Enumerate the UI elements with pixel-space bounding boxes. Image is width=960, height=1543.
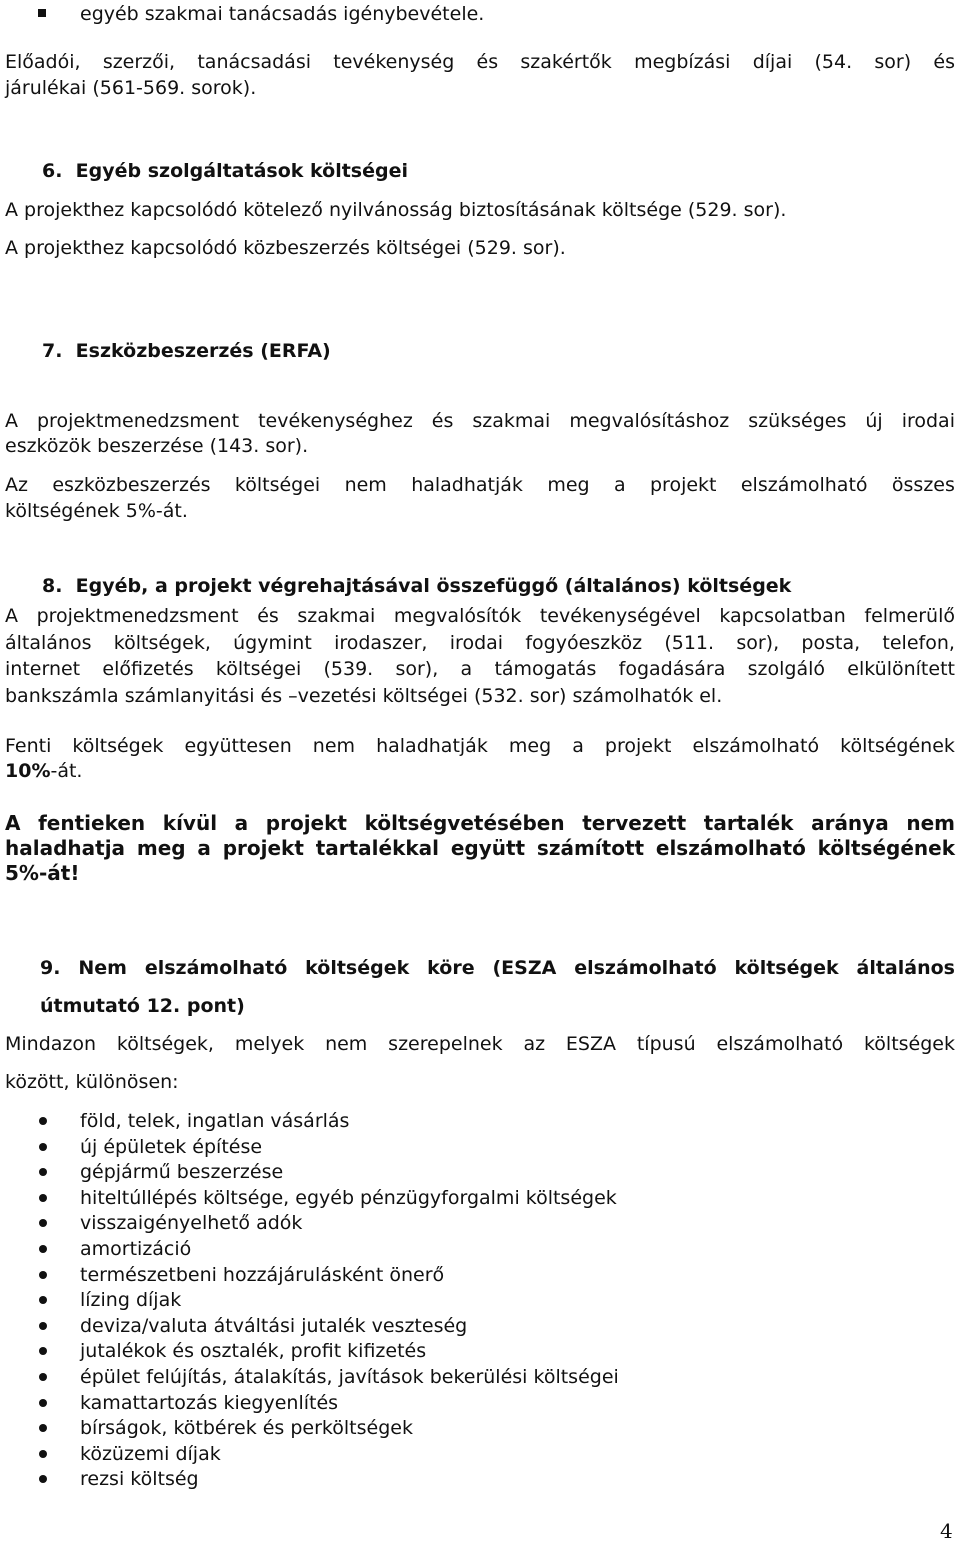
list-item: visszaigényelhető adók: [80, 1212, 303, 1234]
word: megvalósításhoz: [569, 410, 730, 432]
section-9-heading-line-2: útmutató 12. pont): [40, 995, 245, 1017]
word: fogadására: [618, 658, 726, 680]
word: melyek: [234, 1033, 305, 1055]
word: elszámolható: [716, 1033, 844, 1055]
section-8-p1-line-4: bankszámla számlanyitási és –vezetési költségei (532. sor) számolhatók el.: [5, 685, 723, 707]
word: szolgáló: [747, 658, 826, 680]
bullet-icon: [39, 1373, 47, 1381]
bullet-icon: [39, 1347, 47, 1355]
list-item: hiteltúllépés költsége, egyéb pénzügyforgalmi költségek: [80, 1187, 617, 1209]
list-item: kamattartozás kiegyenlítés: [80, 1392, 339, 1414]
list-item: közüzemi díjak: [80, 1443, 221, 1465]
word: köre: [427, 957, 475, 979]
word: sor),: [395, 658, 439, 680]
ten-percent-suffix: -át.: [50, 760, 83, 782]
word: aránya: [811, 811, 889, 835]
word: költségvetésében: [364, 811, 565, 835]
list-item: bírságok, kötbérek és perköltségek: [80, 1417, 413, 1439]
word: szakértők: [520, 51, 612, 73]
word: a: [197, 836, 211, 860]
section-8-p3-line-2: [5, 836, 955, 860]
bullet-icon: [39, 1322, 47, 1330]
list-item: természetbeni hozzájárulásként önerő: [80, 1264, 445, 1286]
list-item: gépjármű beszerzése: [80, 1161, 284, 1183]
word: projekt: [649, 474, 717, 496]
word: tartalékkal: [315, 836, 440, 860]
word: felmerülő: [864, 605, 955, 627]
eloadoi-paragraph-line-1: [5, 50, 955, 74]
section-8-p3-line-1: [5, 811, 955, 835]
eloadoi-paragraph-line-2: járulékai (561-569. sorok).: [5, 77, 257, 99]
word: ESZA: [565, 1033, 616, 1055]
word: tanácsadási: [197, 51, 312, 73]
list-item: föld, telek, ingatlan vásárlás: [80, 1110, 350, 1132]
word: elszámolható: [574, 957, 717, 979]
word: tevékenységhez: [258, 410, 413, 432]
word: költségei: [215, 658, 302, 680]
word: Előadói,: [5, 51, 81, 73]
word: irodai: [901, 410, 955, 432]
bullet-icon: [39, 1117, 47, 1125]
bullet-icon: [39, 1143, 47, 1151]
section-8-p1-line-2: [5, 631, 955, 655]
section-7-p1-line-1: [5, 409, 955, 433]
word: (ESZA: [492, 957, 557, 979]
word: meg: [508, 735, 552, 757]
section-7-p2-line-2: költségének 5%-át.: [5, 500, 188, 522]
word: tartalék: [703, 811, 794, 835]
word: és: [933, 51, 955, 73]
word: költségek: [72, 735, 164, 757]
word: költségek: [734, 957, 839, 979]
word: nem: [312, 735, 356, 757]
word: együttesen: [184, 735, 292, 757]
list-item: épület felújítás, átalakítás, javítások bekerülési költségei: [80, 1366, 619, 1388]
word: A: [5, 410, 18, 432]
ten-percent-emphasis: 10%: [5, 760, 51, 782]
word: fogyóeszköz: [525, 632, 643, 654]
word: haladhatják: [376, 735, 488, 757]
word: és: [476, 51, 499, 73]
word: posta,: [801, 632, 861, 654]
page-number: 4: [940, 1519, 953, 1543]
word: nem: [344, 474, 387, 496]
bullet-icon: [39, 1194, 47, 1202]
word: projekt: [265, 811, 347, 835]
section-9-p1-line-1: [5, 1032, 955, 1056]
word: költségének: [817, 836, 955, 860]
word: és: [431, 410, 454, 432]
bullet-icon: [39, 1245, 47, 1253]
word: megvalósítók: [393, 605, 522, 627]
section-8-p1-line-3: [5, 657, 955, 681]
bullet-icon: [39, 1168, 47, 1176]
section-8-p2-line-1: [5, 734, 955, 758]
section-7-p1-line-2: eszközök beszerzése (143. sor).: [5, 435, 309, 457]
section-9-heading-line-1: [40, 956, 955, 980]
word: szerepelnek: [388, 1033, 503, 1055]
word: A: [5, 811, 21, 835]
word: Fenti: [5, 735, 52, 757]
word: elszámolható: [655, 836, 806, 860]
word: sor),: [736, 632, 780, 654]
list-item: deviza/valuta átváltási jutalék veszteség: [80, 1315, 468, 1337]
section-6-line-2: A projekthez kapcsolódó közbeszerzés költségei (529. sor).: [5, 237, 566, 259]
word: meg: [547, 474, 590, 496]
word: költségek,: [116, 1033, 214, 1055]
word: internet: [5, 658, 81, 680]
word: projekt: [604, 735, 672, 757]
word: megbízási: [634, 51, 731, 73]
word: szakmai: [297, 605, 376, 627]
list-item: lízing díjak: [80, 1289, 182, 1311]
word: új: [865, 410, 883, 432]
word: kapcsolatban: [719, 605, 846, 627]
list-item: új épületek építése: [80, 1136, 263, 1158]
word: az: [523, 1033, 546, 1055]
section-9-p1-line-2: között, különösen:: [5, 1071, 179, 1093]
bullet-icon: [39, 1424, 47, 1432]
list-item: rezsi költség: [80, 1468, 199, 1490]
word: általános: [856, 957, 955, 979]
word: tevékenység: [333, 51, 455, 73]
section-8-p1-line-1: [5, 604, 955, 628]
word: és: [257, 605, 279, 627]
word: haladhatják: [411, 474, 523, 496]
word: költségének: [840, 735, 955, 757]
word: a: [572, 735, 584, 757]
word: úgymint: [233, 632, 312, 654]
word: (539.: [323, 658, 374, 680]
word: előfizetés: [102, 658, 194, 680]
word: nem: [325, 1033, 368, 1055]
section-6-heading: 6. Egyéb szolgáltatások költségei: [42, 160, 408, 182]
word: fentieken: [38, 811, 146, 835]
word: szerzői,: [102, 51, 176, 73]
word: irodai: [449, 632, 504, 654]
word: szükséges: [748, 410, 847, 432]
word: irodaszer,: [334, 632, 428, 654]
word: projekt: [222, 836, 304, 860]
square-bullet-icon: [38, 9, 46, 17]
word: Az: [5, 474, 28, 496]
word: tervezett: [582, 811, 687, 835]
bullet-icon: [39, 1219, 47, 1227]
list-item: jutalékok és osztalék, profit kifizetés: [80, 1340, 427, 1362]
word: projektmenedzsment: [36, 605, 239, 627]
section-8-heading: 8. Egyéb, a projekt végrehajtásával összefüggő (általános) költségek: [42, 575, 792, 597]
word: költségei: [234, 474, 321, 496]
word: típusú: [636, 1033, 696, 1055]
word: költségek: [863, 1033, 955, 1055]
word: összes: [891, 474, 955, 496]
list-item: amortizáció: [80, 1238, 192, 1260]
word: számított: [536, 836, 645, 860]
word: tevékenységével: [539, 605, 701, 627]
bullet-icon: [39, 1450, 47, 1458]
word: díjai: [752, 51, 793, 73]
word: nem: [906, 811, 955, 835]
word: elszámolható: [144, 957, 288, 979]
bullet-icon: [39, 1475, 47, 1483]
word: Nem: [78, 957, 127, 979]
bullet-icon: [39, 1399, 47, 1407]
word: támogatás: [494, 658, 597, 680]
word: költségek,: [113, 632, 211, 654]
word: elkülönített: [847, 658, 955, 680]
section-7-p2-line-1: [5, 473, 955, 497]
word: 9.: [40, 957, 61, 979]
word: projektmenedzsment: [37, 410, 240, 432]
section-8-p3-line-3: 5%-át!: [5, 861, 80, 885]
section-6-line-1: A projekthez kapcsolódó kötelező nyilvánosság biztosításának költsége (529. sor).: [5, 199, 787, 221]
word: elszámolható: [740, 474, 868, 496]
word: Mindazon: [5, 1033, 97, 1055]
word: eszközbeszerzés: [52, 474, 211, 496]
word: a: [460, 658, 473, 680]
word: költségek: [305, 957, 410, 979]
section-8-p2-line-2: [5, 759, 82, 783]
word: meg: [136, 836, 186, 860]
word: együtt: [450, 836, 526, 860]
bullet-icon: [39, 1296, 47, 1304]
section-7-heading: 7. Eszközbeszerzés (ERFA): [42, 340, 331, 362]
bullet-icon: [39, 1271, 47, 1279]
word: szakmai: [472, 410, 551, 432]
word: telefon,: [882, 632, 955, 654]
word: elszámolható: [692, 735, 820, 757]
word: haladhatja: [5, 836, 126, 860]
word: általános: [5, 632, 92, 654]
word: kívül: [162, 811, 218, 835]
word: (54.: [814, 51, 853, 73]
word: (511.: [664, 632, 715, 654]
intro-list-item: egyéb szakmai tanácsadás igénybevétele.: [80, 3, 485, 25]
word: sor): [874, 51, 912, 73]
word: A: [5, 605, 18, 627]
word: a: [234, 811, 249, 835]
word: a: [613, 474, 626, 496]
